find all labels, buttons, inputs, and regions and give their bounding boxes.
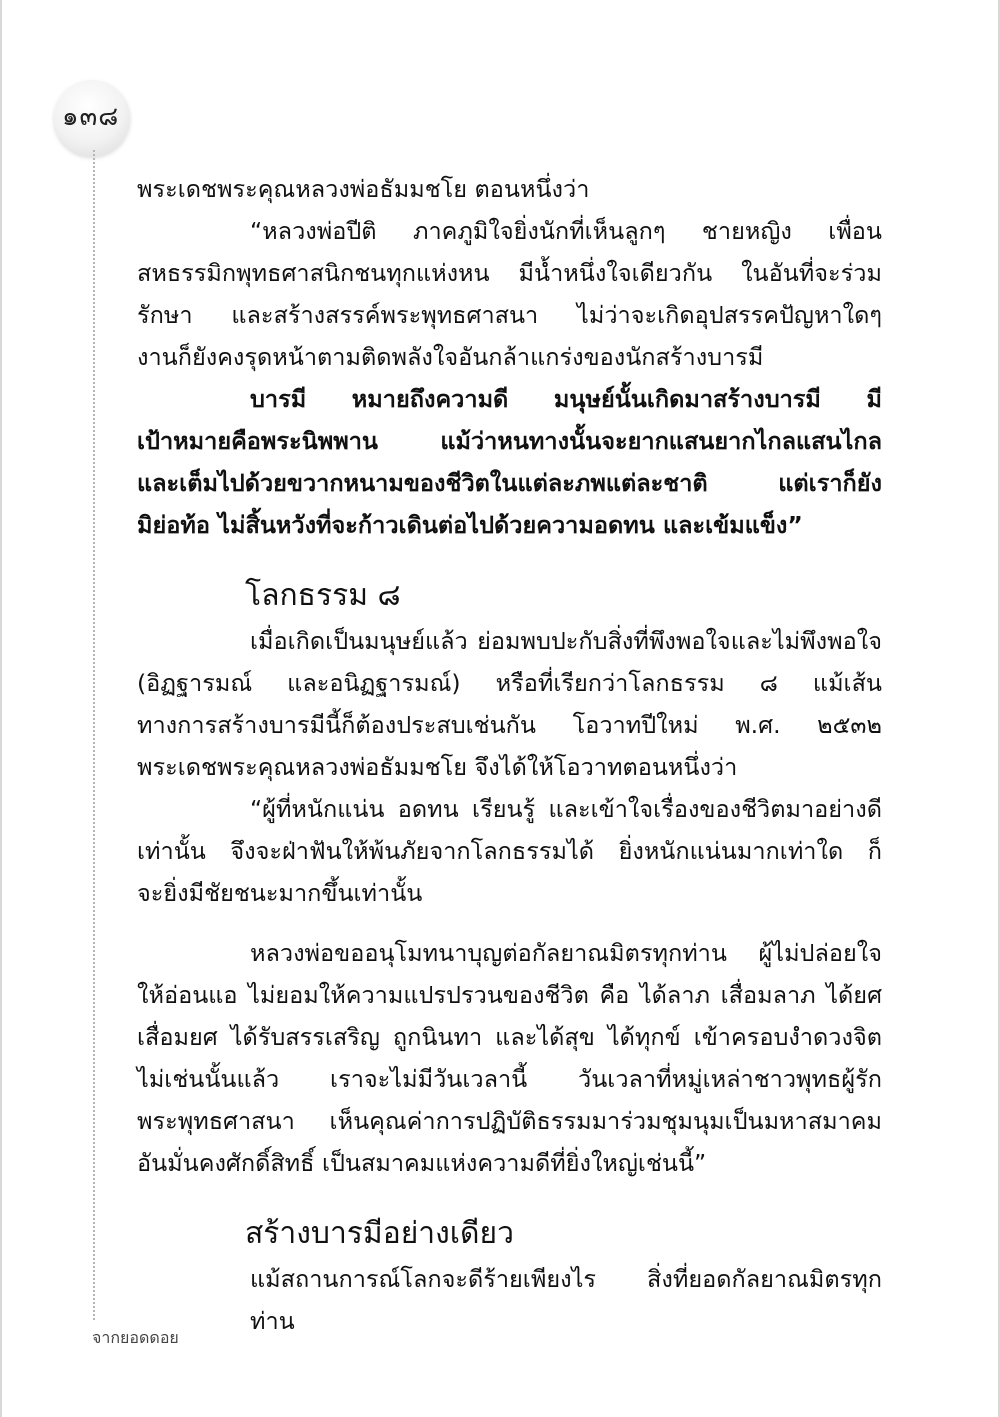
quote-line: หลวงพ่อขออนุโมทนาบุญต่อกัลยาณมิตรทุกท่าน ผู้ไม่ปล่อยใจ	[250, 939, 882, 967]
quote-line: รักษา และสร้างสรรค์พระพุทธศาสนา ไม่ว่าจะเกิดอุปสรรคปัญหาใดๆ	[137, 301, 882, 329]
body-line: เมื่อเกิดเป็นมนุษย์แล้ว ย่อมพบปะกับสิ่งที่พึงพอใจและไม่พึงพอใจ	[250, 627, 882, 655]
quote-line: เสื่อมยศ ได้รับสรรเสริญ ถูกนินทา และได้สุข ได้ทุกข์ เข้าครอบงำดวงจิต	[137, 1023, 882, 1051]
quote-line: อันมั่นคงศักดิ์สิทธิ์ เป็นสมาคมแห่งความดีที่ยิ่งใหญ่เช่นนี้”	[137, 1149, 707, 1177]
quote-line: “หลวงพ่อปีติ ภาคภูมิใจยิ่งนักที่เห็นลูกๆ ชายหญิง เพื่อน	[250, 217, 882, 245]
quote-line: “ผู้ที่หนักแน่น อดทน เรียนรู้ และเข้าใจเรื่องของชีวิตมาอย่างดี	[250, 795, 882, 823]
bold-quote-line: และเต็มไปด้วยขวากหนามของชีวิตในแต่ละภพแต่ละชาติ แต่เราก็ยัง	[137, 469, 882, 497]
body-line: (อิฏฐารมณ์ และอนิฏฐารมณ์) หรือที่เรียกว่าโลกธรรม ๘ แม้เส้น	[137, 669, 882, 697]
bold-quote-line: บารมี หมายถึงความดี มนุษย์นั้นเกิดมาสร้างบารมี มี	[250, 385, 882, 413]
quote-line: จะยิ่งมีชัยชนะมากขึ้นเท่านั้น	[137, 879, 423, 907]
running-footer: จากยอดดอย	[92, 1328, 179, 1347]
body-line: พระเดชพระคุณหลวงพ่อธัมมชโย ตอนหนึ่งว่า	[137, 175, 590, 203]
bold-quote-line: เป้าหมายคือพระนิพพาน แม้ว่าหนทางนั้นจะยากแสนยากไกลแสนไกล	[137, 427, 882, 455]
quote-line: ไม่เช่นนั้นแล้ว เราจะไม่มีวันเวลานี้ วันเวลาที่หมู่เหล่าชาวพุทธผู้รัก	[137, 1065, 882, 1093]
quote-line: ให้อ่อนแอ ไม่ยอมให้ความแปรปรวนของชีวิต คือ ได้ลาภ เสื่อมลาภ ได้ยศ	[137, 981, 882, 1009]
section-heading-lokadhamma: โลกธรรม ๘	[245, 578, 401, 613]
bold-quote-line: มิย่อท้อ ไม่สิ้นหวังที่จะก้าวเดินต่อไปด้วยความอดทน และเข้มแข็ง”	[137, 511, 803, 539]
section-heading-build-parami: สร้างบารมีอย่างเดียว	[245, 1216, 514, 1251]
page-body	[137, 168, 882, 1335]
quote-line: พระพุทธศาสนา เห็นคุณค่าการปฏิบัติธรรมมาร่วมชุมนุมเป็นมหาสมาคม	[137, 1107, 882, 1135]
body-line: ทางการสร้างบารมีนี้ก็ต้องประสบเช่นกัน โอวาทปีใหม่ พ.ศ. ๒๕๓๒	[137, 711, 882, 739]
quote-line: สหธรรมิกพุทธศาสนิกชนทุกแห่งหน มีน้ำหนึ่งใจเดียวกัน ในอันที่จะร่วม	[137, 259, 882, 287]
page-edge-left	[0, 0, 2, 1417]
body-line: แม้สถานการณ์โลกจะดีร้ายเพียงไร สิ่งที่ยอดกัลยาณมิตรทุกท่าน	[250, 1265, 882, 1335]
dotted-margin-rule	[93, 150, 95, 1320]
quote-line: งานก็ยังคงรุดหน้าตามติดพลังใจอันกล้าแกร่งของนักสร้างบารมี	[137, 343, 764, 371]
quote-line: เท่านั้น จึงจะฝ่าฟันให้พ้นภัยจากโลกธรรมได้ ยิ่งหนักแน่นมากเท่าใด ก็	[137, 837, 882, 865]
page-number: ๑๓๘	[62, 102, 120, 132]
body-line: พระเดชพระคุณหลวงพ่อธัมมชโย จึงได้ให้โอวาทตอนหนึ่งว่า	[137, 753, 738, 781]
